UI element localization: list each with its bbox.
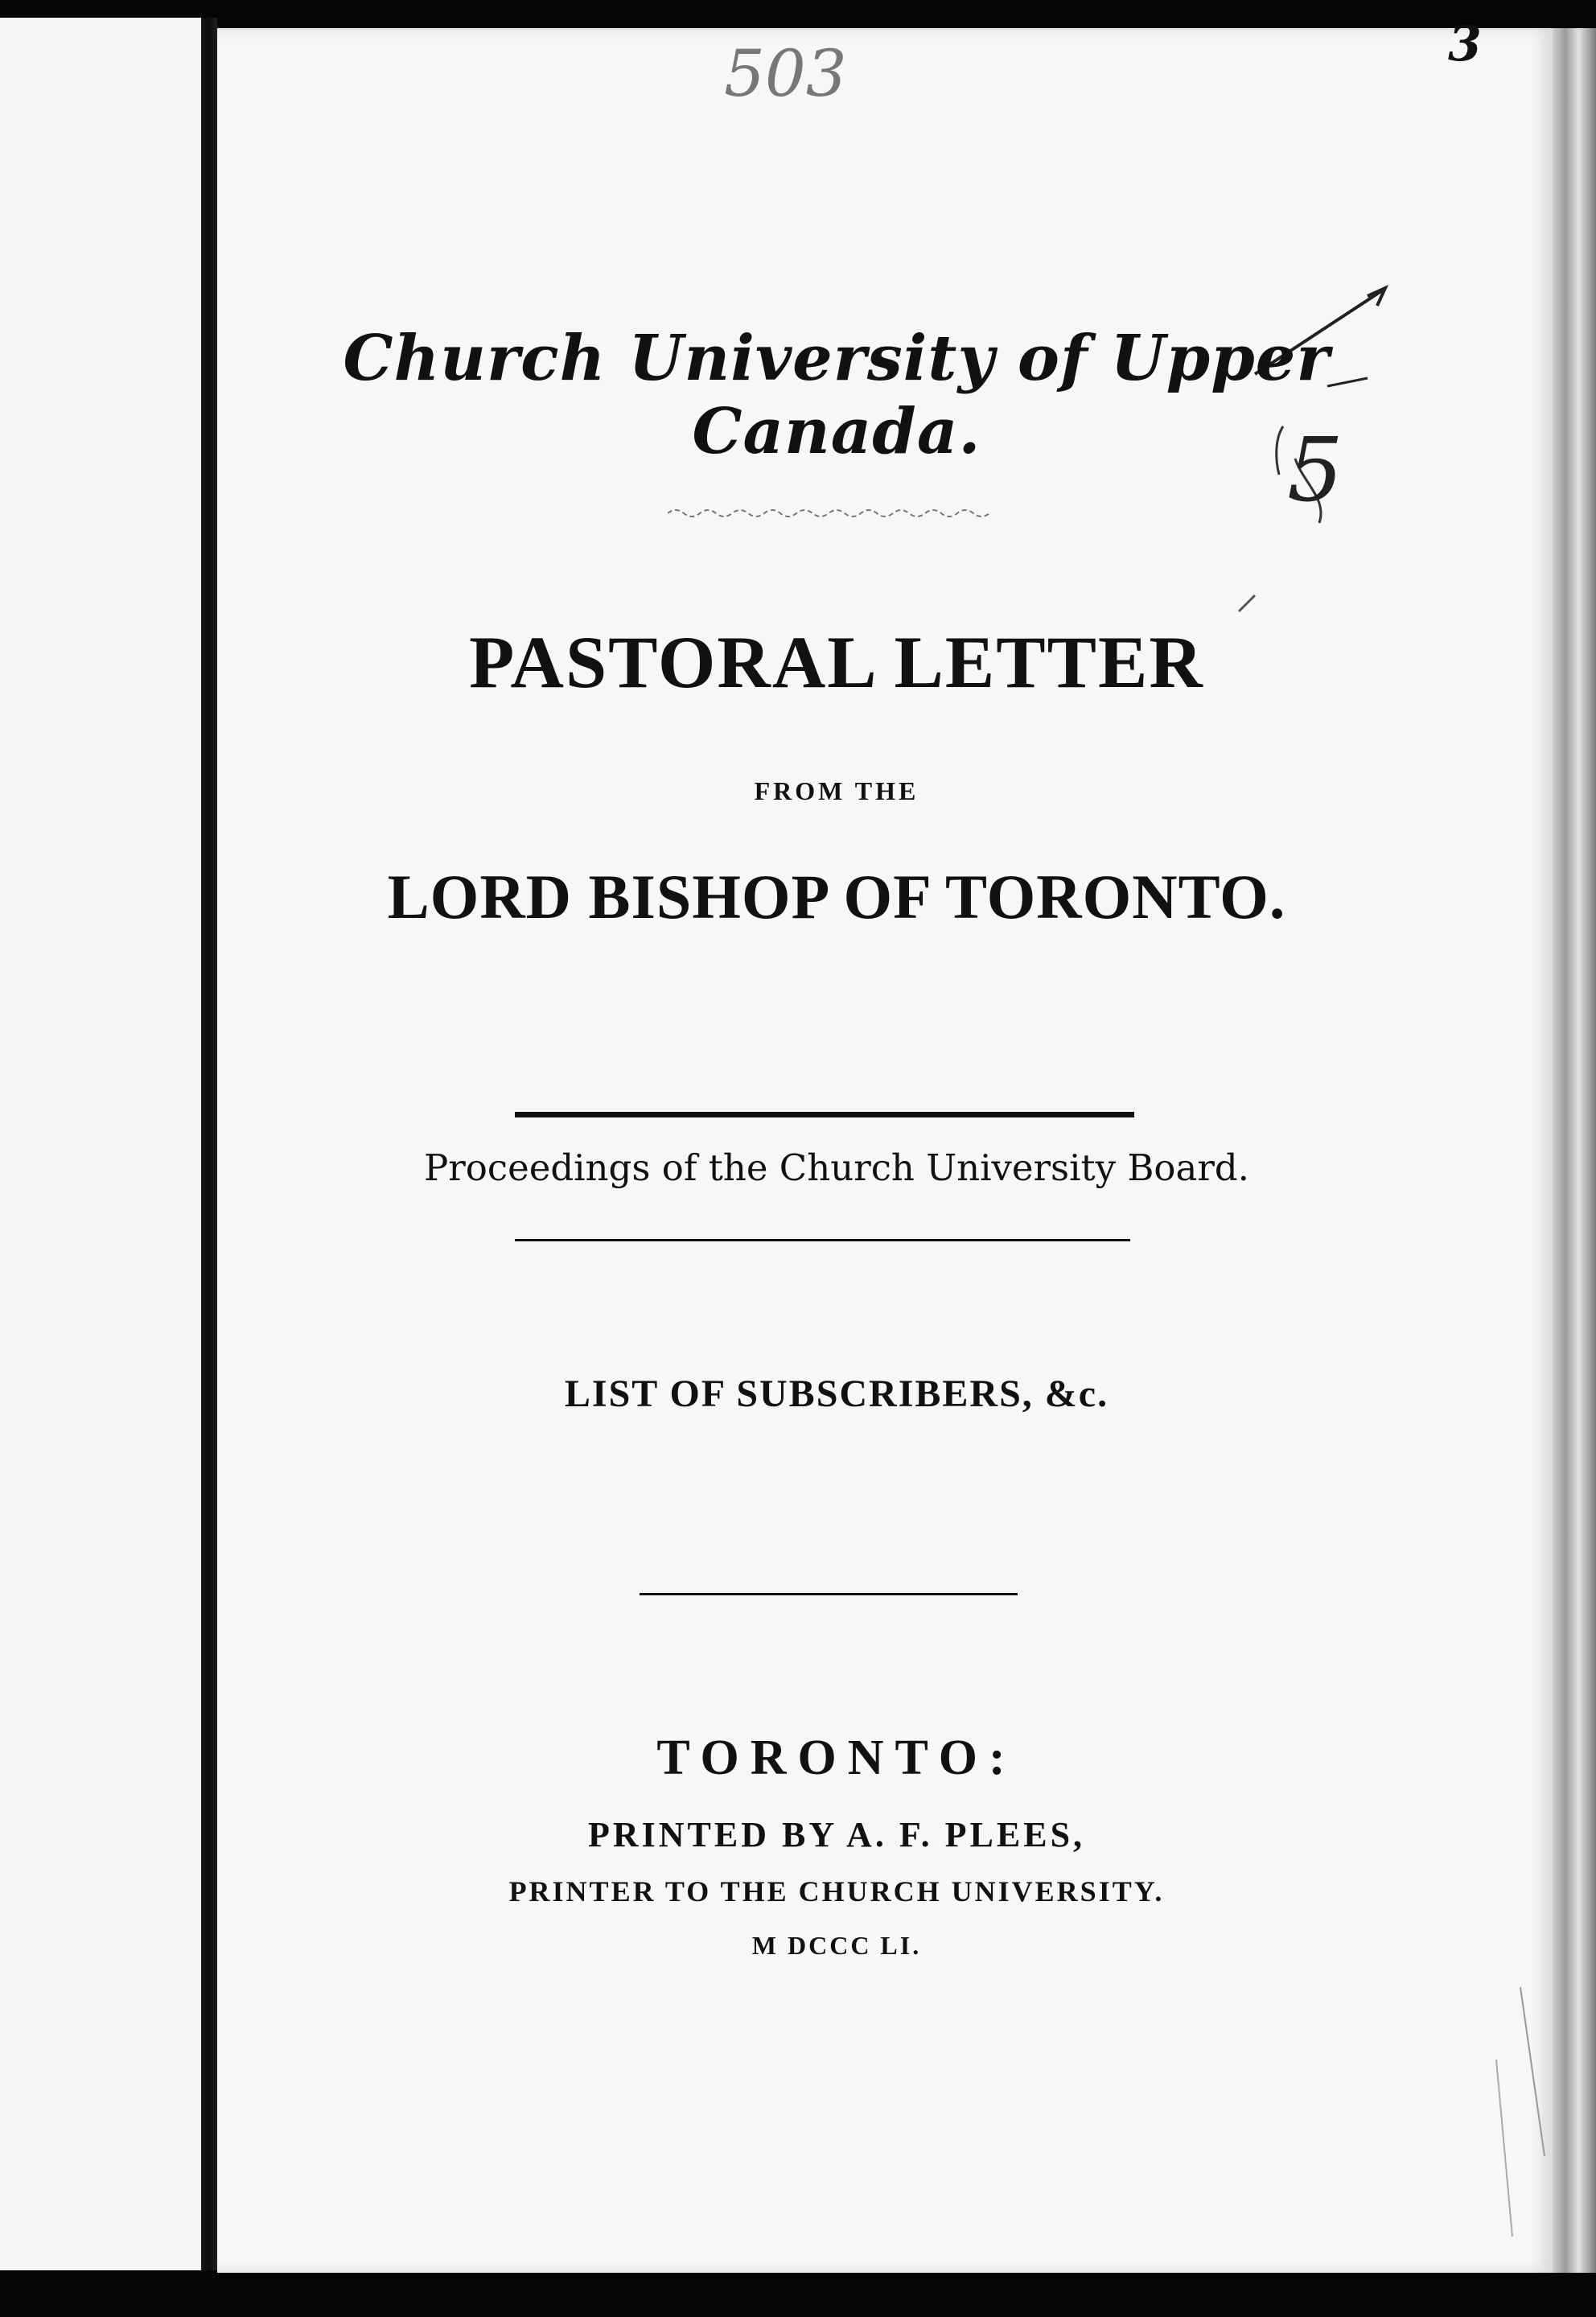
ornamental-rule — [668, 507, 1006, 520]
thin-divider — [515, 1239, 1130, 1241]
proceedings-line: Proceedings of the Church University Board. — [424, 1146, 1249, 1189]
handwritten-shelf-number: 503 — [724, 36, 847, 111]
author-line: LORD BISHOP OF TORONTO. — [387, 862, 1286, 932]
imprint-date: M DCCC LI. — [751, 1931, 922, 1960]
list-of-subscribers: LIST OF SUBSCRIBERS, &c. — [564, 1373, 1109, 1415]
main-title: PASTORAL LETTER — [469, 621, 1204, 703]
imprint-place: TORONTO: — [656, 1731, 1017, 1785]
handwritten-margin-mark: 5 — [1287, 418, 1343, 521]
short-divider — [640, 1593, 1018, 1595]
handwritten-corner-number: 3 — [1448, 16, 1482, 72]
blackletter-heading: Church University of Upper Canada. — [343, 322, 1331, 468]
from-line: FROM THE — [754, 776, 919, 805]
imprint-printer: PRINTED BY A. F. PLEES, — [587, 1815, 1086, 1854]
thick-divider — [515, 1112, 1134, 1117]
imprint-role: PRINTER TO THE CHURCH UNIVERSITY. — [508, 1875, 1165, 1908]
